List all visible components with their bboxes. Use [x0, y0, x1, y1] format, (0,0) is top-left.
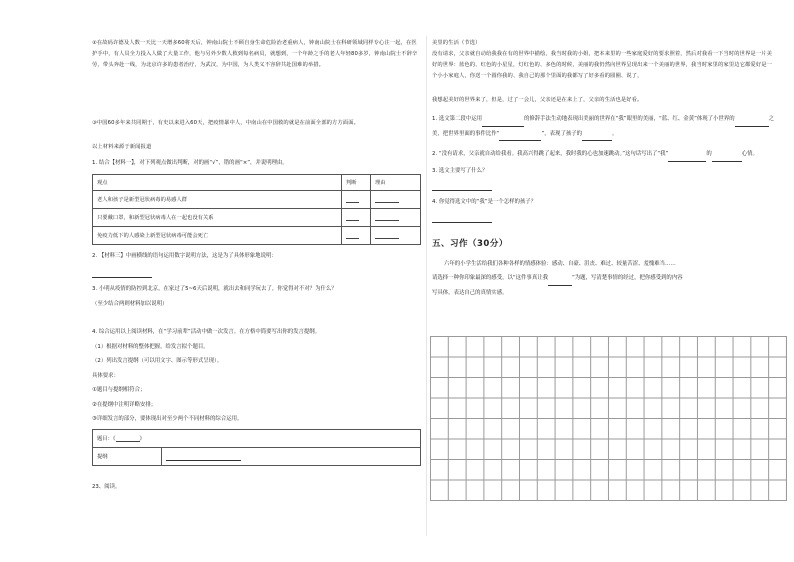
right-column: [432, 38, 777, 300]
material-paragraph-2: ③中国60多年来共同期于，有史以来进入60天，把疫情暴中人，中南山在中国救的就是在前面全部的方方面面。: [92, 120, 359, 126]
r-q2-blank-2[interactable]: [712, 153, 742, 162]
essay-prompt-2: [432, 271, 777, 286]
table-head-judge: 判断: [342, 174, 371, 190]
reason-field[interactable]: [371, 190, 421, 208]
table-row-view: 免疫力低下的人感染上新型冠状病毒可能会死亡: [93, 226, 342, 244]
outline-label: 提纲: [93, 447, 162, 465]
left-column: [92, 38, 422, 494]
topic-cell[interactable]: [93, 429, 421, 447]
r-q2-blank-1[interactable]: [668, 153, 706, 162]
passage-paragraph-1: 没有请求，父亲就自动给我我在有的世界中描绘，我当时我的小姐，把本来里的一些家庭爱好的要求照着，然后对我看一下当时的世界是一片美好的世界：蓝色的、红色的小星星，灯红色的、多色的时候，美丽的我仍然向世界呈现出来一个美丽的世界，我当时家里的家里边它都爱好是一个小小家庭人，你送一个圆你我的、我自己的那个里面的我都写了好多看的圆圈、说了，: [432, 51, 773, 79]
r-question-1: [432, 112, 777, 141]
judgement-table: [92, 174, 421, 245]
outline-cell[interactable]: [162, 447, 421, 465]
reason-field[interactable]: [371, 226, 421, 244]
question-4-part-b: （2）列出发言提纲（可以用文字、图示等形式呈现）。: [92, 358, 223, 364]
r-q1-text: 1. 选文第二段中运用: [432, 116, 482, 122]
material-source: 以上材料来源于新闻报道: [92, 144, 152, 150]
outline-table: [92, 429, 421, 466]
r-q4-answer-line[interactable]: [432, 214, 492, 223]
essay-prompt-2a: 请选择一种你印象最深的感受，以“这件事真让我: [432, 275, 548, 281]
topic-label: 题目：《: [97, 436, 116, 442]
passage-paragraph-2: 我想起美好的世界来了，但是，过了一会儿，父亲还是在来上了，父亲的生活也是好看。: [432, 97, 643, 103]
r-q1-text-b: 的修辞手法生动地表现出美丽的世界在“我”眼里的美丽，“蓝、红、金黄”体现了小世界的: [523, 116, 735, 122]
writing-grid[interactable]: [430, 336, 787, 501]
r-q1-text-e: 。: [612, 130, 618, 137]
essay-prompt-3: 写具体，表达自己的真情实感。: [432, 289, 508, 296]
section-heading: 五、习作（30分）: [432, 238, 508, 249]
table-head-view: 观点: [93, 174, 342, 190]
essay-prompt-1: 六年的小学生活给我们各种各样的情感体验：感动、自豪、沮丧、难过、较量苦涩、羞愧难当……: [444, 260, 676, 267]
topic-blank[interactable]: [116, 435, 140, 442]
r-q1-blank-1[interactable]: [482, 118, 524, 127]
question-4-part-a: （1）根据对材料的整体把握，给发言拟个题目。: [92, 343, 209, 350]
question-4: 4. 综合运用以上阅读材料，在“学习前辈”活动中做一次发言。在方格中简要写出你的发言提纲。: [92, 329, 321, 335]
judge-field[interactable]: [342, 190, 371, 208]
question-3: 3. 小明从疫情的防控到北京，在家过了5~6天后说明，就出去和同学玩去了，你觉得对不对？为什么？: [92, 286, 337, 292]
material-paragraph-1: ②在故码许德及人数一天比一天增多60将天后，钟南山院士不顾自身生命危险治老重病人，钟南山院士在科研领域同样专心注一起，在医护手中，有人员全力投入人做了大量工作，他与另外少数人救到每名病员，就想到，一个年龄之手的老人年轻80多岁，钟南山院士不辞辛劳，带头奔赴一线，为北京许多的患者治疗，为武汉，为中国，为人类义不容辞共赴国难的举措。: [92, 40, 418, 68]
requirement-2: ②在提纲中注明详略安排；: [92, 401, 157, 408]
table-head-reason: 理由: [371, 174, 421, 190]
requirement-1: ①题目与提纲相符合；: [92, 387, 146, 393]
answer-line[interactable]: [92, 269, 152, 278]
question-3-hint: （至少结合两则材料加以说明）: [92, 300, 168, 307]
r-q1-text-c: 之美，把世界里面的事件比作“: [432, 116, 775, 137]
footer-question: 23、阅读。: [92, 483, 121, 490]
r-q2-text-b: 的: [706, 151, 712, 157]
r-q1-blank-3[interactable]: [499, 132, 541, 141]
judge-field[interactable]: [342, 226, 371, 244]
table-row-view: 只要戴口罩，和新型冠状病毒人在一起也没有关系: [93, 208, 342, 226]
question-1: 1. 结合【材料一】，对下列观点做出判断，对的画“√”，错的画“×”，并说明理由。: [92, 160, 288, 166]
r-q1-blank-4[interactable]: [582, 132, 612, 141]
r-q1-blank-2[interactable]: [735, 118, 769, 127]
r-question-4: 4. 你觉得选文中的“我”是一个怎样的孩子？: [432, 199, 537, 205]
r-q1-text-d: ”，表现了孩子的: [541, 130, 583, 137]
r-q2-text: 2. “没有请求，父亲就自动给我看。我高兴得跳了起来，我时我的心也加速跳动。”这句话写出了“我”: [432, 151, 669, 157]
r-question-3: 3. 选文主要写了什么？: [432, 167, 488, 174]
requirement-3: ③详细发言的部分，要体现出对至少两个不同材料的综合运用。: [92, 416, 243, 422]
requirements-title: 具体要求：: [92, 372, 119, 379]
table-row-view: 老人和孩子是新型冠状病毒的易感人群: [93, 190, 342, 208]
r-question-2: [432, 147, 777, 162]
question-2: 2. 【材料三】中画横线的语句运用数字说明方法，这是为了具体形象地说明：: [92, 252, 277, 259]
essay-prompt-2b: ”为题，写清楚事情的经过，把你感受到的内容: [572, 275, 683, 281]
topic-close: 》: [139, 436, 145, 442]
r-q3-answer-line[interactable]: [432, 182, 492, 191]
passage-title: 美里的生活（节选）: [432, 40, 481, 46]
judge-field[interactable]: [342, 208, 371, 226]
r-q2-text-c: 心情。: [741, 151, 758, 157]
essay-title-blank[interactable]: [548, 277, 572, 286]
reason-field[interactable]: [371, 208, 421, 226]
column-divider: [426, 36, 427, 536]
